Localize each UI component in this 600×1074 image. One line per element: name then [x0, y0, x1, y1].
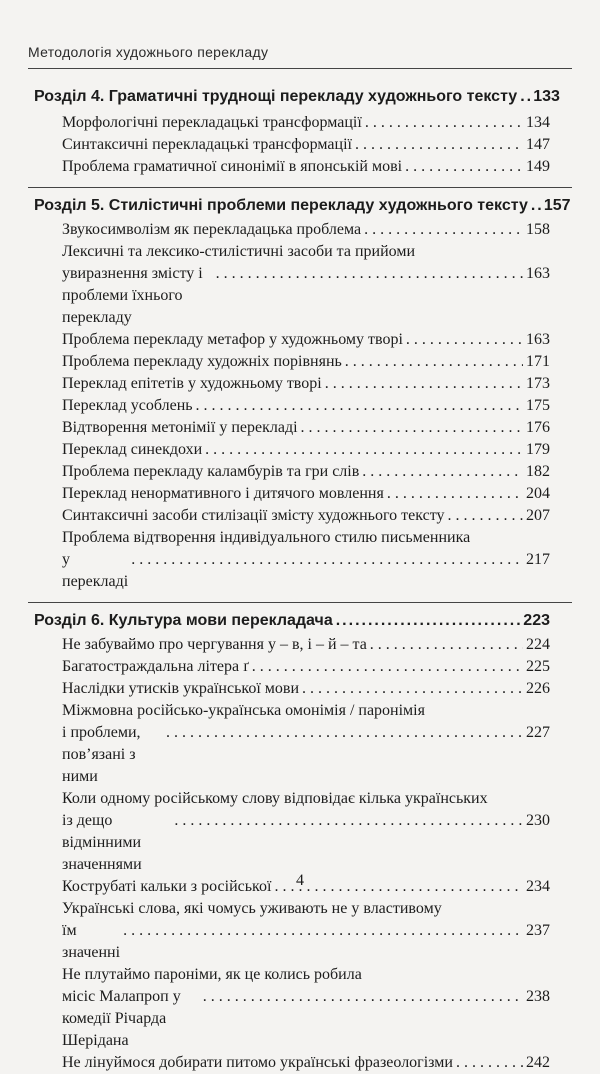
header-rule	[28, 68, 572, 69]
toc-entry-multiline[interactable]	[62, 527, 550, 593]
entry-title: Переклад епітетів у художньому творі	[62, 375, 322, 392]
toc-entry[interactable]	[62, 483, 550, 505]
toc-entry[interactable]	[62, 634, 550, 656]
entry-title-line2: місіс Малапроп у комедії Річарда Шерідана	[62, 988, 181, 1049]
entry-title: Проблема перекладу художніх порівнянь	[62, 353, 342, 370]
entry-page: 217	[526, 551, 550, 568]
entry-page: 242	[526, 1054, 550, 1071]
toc-entry[interactable]	[62, 329, 550, 351]
entry-title: Синтаксичні перекладацькі трансформації	[62, 136, 352, 153]
entry-title: Багатостраждальна літера ґ	[62, 658, 249, 675]
entry-page: 163	[526, 265, 550, 282]
section-title: Розділ 5. Стилістичні проблеми перекладу художнього тексту	[34, 197, 528, 214]
entry-title: Переклад усоблень	[62, 397, 193, 414]
section-page: 133	[533, 88, 560, 105]
section-heading[interactable]	[34, 193, 571, 219]
entry-title: Звукосимволізм як перекладацька проблема	[62, 221, 362, 238]
section-title: Розділ 6. Культура мови перекладача	[34, 612, 333, 629]
entry-title: Переклад ненормативного і дитячого мовлення	[62, 485, 384, 502]
entry-page: 171	[526, 353, 550, 370]
toc-entry[interactable]	[62, 156, 550, 178]
dot-leader	[174, 810, 523, 832]
entry-title-line2: із дещо відмінними значеннями	[62, 812, 142, 873]
entry-page: 182	[526, 463, 550, 480]
dot-leader	[405, 156, 523, 178]
section-heading[interactable]	[34, 84, 560, 110]
section-page: 223	[523, 612, 550, 629]
dot-leader	[205, 439, 523, 461]
dot-leader	[456, 1052, 523, 1074]
dot-leader	[196, 395, 523, 417]
toc-entry[interactable]	[62, 505, 550, 527]
dot-leader	[301, 417, 523, 439]
entry-title: Наслідки утисків української мови	[62, 680, 300, 697]
entry-page: 134	[526, 114, 550, 131]
toc-section-6	[0, 603, 600, 1074]
dot-leader	[520, 84, 530, 110]
entry-page: 230	[526, 812, 550, 829]
entry-page: 163	[526, 331, 550, 348]
toc-entry[interactable]	[62, 1052, 550, 1074]
entry-page: 207	[526, 507, 550, 524]
entry-page: 238	[526, 988, 550, 1005]
entry-title: Морфологічні перекладацькі трансформації	[62, 114, 362, 131]
entry-title: Кострубаті кальки з російської	[62, 878, 272, 895]
entry-page: 149	[526, 158, 550, 175]
toc-entry[interactable]	[62, 373, 550, 395]
toc-entry[interactable]	[62, 219, 550, 241]
entry-title: Проблема перекладу каламбурів та гри слів	[62, 463, 360, 480]
running-head: Методологія художнього перекладу	[28, 44, 269, 60]
toc-entry-multiline[interactable]	[62, 964, 550, 1052]
entry-title-line2: у перекладі	[62, 551, 129, 590]
entry-title-line2: увиразнення змісту і проблеми їхнього перекладу	[62, 265, 203, 326]
entry-title: Відтворення метонімії у перекладі	[62, 419, 298, 436]
dot-leader	[447, 505, 523, 527]
section-title: Розділ 4. Граматичні труднощі перекладу художнього тексту	[34, 88, 518, 105]
entry-page: 224	[526, 636, 550, 653]
dot-leader	[364, 219, 523, 241]
entry-title: Не лінуймося добирати питомо українські фразеологізми	[62, 1054, 453, 1071]
entry-title: Переклад синекдохи	[62, 441, 203, 458]
dot-leader	[131, 549, 523, 571]
entry-title-line1: Коли одному російському слову відповідає кілька українських	[62, 790, 488, 807]
toc-section-4	[0, 82, 600, 188]
dot-leader	[302, 678, 523, 700]
toc-entry[interactable]	[62, 351, 550, 373]
dot-leader	[166, 722, 523, 744]
entry-page: 176	[526, 419, 550, 436]
entry-page: 227	[526, 724, 550, 741]
entry-page: 147	[526, 136, 550, 153]
entry-page: 226	[526, 680, 550, 697]
entry-page: 225	[526, 658, 550, 675]
dot-leader	[370, 634, 523, 656]
entry-title-line2: їм значенні	[62, 922, 121, 961]
dot-leader	[365, 112, 523, 134]
toc-entry-multiline[interactable]	[62, 241, 550, 329]
page-number: 4	[296, 872, 304, 889]
entry-title-line1: Не плутаймо пароніми, як це колись робила	[62, 966, 362, 983]
entry-title-line1: Проблема відтворення індивідуального стилю письменника	[62, 529, 471, 546]
toc-entry-multiline[interactable]	[62, 898, 550, 964]
entry-page: 179	[526, 441, 550, 458]
dot-leader	[387, 483, 523, 505]
entry-title-line1: Лексичні та лексико-стилістичні засоби та прийоми	[62, 243, 416, 260]
dot-leader	[252, 656, 523, 678]
section-heading[interactable]	[34, 608, 550, 634]
table-of-contents	[0, 82, 600, 1074]
dot-leader	[406, 329, 523, 351]
entry-page: 175	[526, 397, 550, 414]
dot-leader	[123, 920, 523, 942]
toc-entry[interactable]	[62, 656, 550, 678]
toc-entry[interactable]	[62, 461, 550, 483]
toc-entry[interactable]	[62, 417, 550, 439]
entry-title-line1: Українські слова, які чомусь уживають не у властивому	[62, 900, 442, 917]
toc-entry-multiline[interactable]	[62, 788, 550, 876]
dot-leader	[355, 134, 523, 156]
toc-entry[interactable]	[62, 134, 550, 156]
toc-entry[interactable]	[62, 112, 550, 134]
toc-entry[interactable]	[62, 678, 550, 700]
entry-page: 158	[526, 221, 550, 238]
entry-title-line2: і проблеми, пов’язані з ними	[62, 724, 141, 785]
dot-leader	[531, 193, 541, 219]
entry-page: 204	[526, 485, 550, 502]
toc-entry-multiline[interactable]	[62, 700, 550, 788]
toc-entry[interactable]	[62, 395, 550, 417]
entry-page: 173	[526, 375, 550, 392]
toc-entry[interactable]	[62, 439, 550, 461]
dot-leader	[336, 608, 521, 634]
dot-leader	[345, 351, 523, 373]
entry-title: Не забуваймо про чергування у – в, і – й – та	[62, 636, 367, 653]
dot-leader	[216, 263, 523, 285]
entry-title: Проблема перекладу метафор у художньому творі	[62, 331, 403, 348]
dot-leader	[362, 461, 523, 483]
entry-title: Проблема граматичної синонімії в японській мові	[62, 158, 403, 175]
toc-section-5	[0, 188, 600, 603]
entry-page: 234	[526, 878, 550, 895]
entry-page: 237	[526, 922, 550, 939]
section-page: 157	[543, 197, 571, 214]
entry-title-line1: Міжмовна російсько-українська омонімія / паронімія	[62, 702, 425, 719]
dot-leader	[325, 373, 523, 395]
entry-title: Синтаксичні засоби стилізації змісту художнього тексту	[62, 507, 445, 524]
dot-leader	[203, 986, 523, 1008]
